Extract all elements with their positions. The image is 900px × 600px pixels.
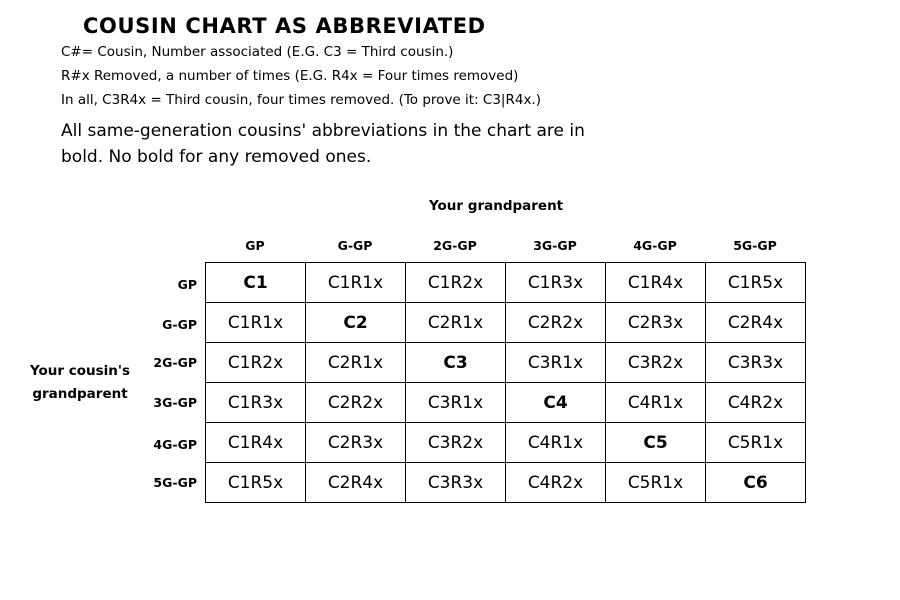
row-header: GP xyxy=(177,277,197,292)
row-header: 5G-GP xyxy=(153,475,197,490)
table-cell: C2R3x xyxy=(306,423,406,463)
table-cell: C1R4x xyxy=(206,423,306,463)
note-cousin-definition: C#= Cousin, Number associated (E.G. C3 = Third cousin.) xyxy=(61,44,454,60)
table-cell: C4 xyxy=(506,383,606,423)
column-header: 4G-GP xyxy=(633,238,677,253)
table-cell: C1R2x xyxy=(206,343,306,383)
table-cell: C5 xyxy=(606,423,706,463)
table-cell: C2 xyxy=(306,303,406,343)
note-removed-definition: R#x Removed, a number of times (E.G. R4x = Four times removed) xyxy=(61,68,519,84)
table-cell: C1 xyxy=(206,263,306,303)
column-header: 2G-GP xyxy=(433,238,477,253)
table-cell: C1R5x xyxy=(206,463,306,503)
table-cell: C5R1x xyxy=(606,463,706,503)
table-row xyxy=(206,463,806,503)
page-title: COUSIN CHART AS ABBREVIATED xyxy=(83,14,486,38)
column-header: 5G-GP xyxy=(733,238,777,253)
side-axis-label: Your cousin's grandparent xyxy=(29,363,131,402)
table-cell: C2R4x xyxy=(706,303,806,343)
table-cell: C3R2x xyxy=(606,343,706,383)
table-cell: C3R3x xyxy=(406,463,506,503)
table-cell: C1R1x xyxy=(206,303,306,343)
top-axis-label: Your grandparent xyxy=(429,198,564,214)
table-row xyxy=(206,263,806,303)
column-header: GP xyxy=(245,238,265,253)
row-header: 3G-GP xyxy=(153,395,197,410)
table-cell: C4R2x xyxy=(706,383,806,423)
table-cell: C1R1x xyxy=(306,263,406,303)
column-header: 3G-GP xyxy=(533,238,577,253)
note-combined-example: In all, C3R4x = Third cousin, four times removed. (To prove it: C3|R4x.) xyxy=(61,92,541,108)
table-cell: C1R4x xyxy=(606,263,706,303)
table-cell: C1R5x xyxy=(706,263,806,303)
table-cell: C2R1x xyxy=(406,303,506,343)
table-cell: C3R1x xyxy=(406,383,506,423)
table-cell: C2R4x xyxy=(306,463,406,503)
table-cell: C4R1x xyxy=(606,383,706,423)
table-cell: C2R3x xyxy=(606,303,706,343)
table-cell: C3R1x xyxy=(506,343,606,383)
table-cell: C3 xyxy=(406,343,506,383)
table-cell: C3R2x xyxy=(406,423,506,463)
table-cell: C4R1x xyxy=(506,423,606,463)
table-cell: C2R1x xyxy=(306,343,406,383)
table-cell: C3R3x xyxy=(706,343,806,383)
table-cell: C2R2x xyxy=(506,303,606,343)
cousin-chart-table xyxy=(205,262,806,503)
table-cell: C6 xyxy=(706,463,806,503)
row-header: 2G-GP xyxy=(153,355,197,370)
table-cell: C4R2x xyxy=(506,463,606,503)
column-header: G-GP xyxy=(337,238,373,253)
table-cell: C5R1x xyxy=(706,423,806,463)
table-row xyxy=(206,423,806,463)
row-header: G-GP xyxy=(162,317,197,332)
table-row xyxy=(206,303,806,343)
bold-explanation: All same-generation cousins' abbreviations in the chart are in bold. No bold for any removed ones. xyxy=(61,121,585,167)
table-cell: C2R2x xyxy=(306,383,406,423)
table-cell: C1R3x xyxy=(206,383,306,423)
table-row xyxy=(206,343,806,383)
row-header: 4G-GP xyxy=(153,437,197,452)
table-cell: C1R2x xyxy=(406,263,506,303)
table-row xyxy=(206,383,806,423)
table-cell: C1R3x xyxy=(506,263,606,303)
